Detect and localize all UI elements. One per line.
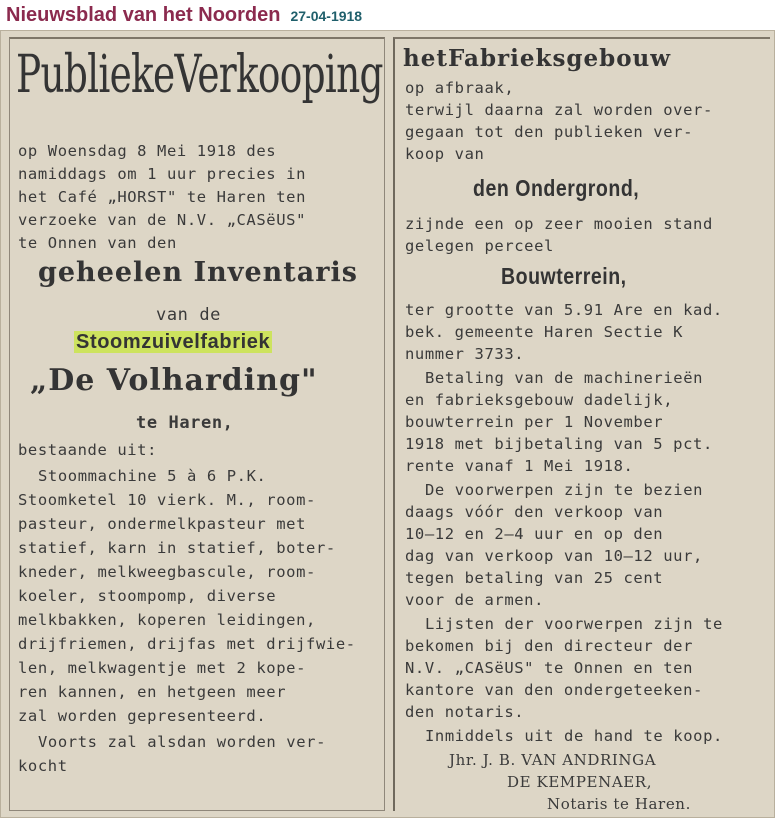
newspaper-clipping <box>0 30 775 818</box>
intro-line: verzoeke van de N.V. „CASëUS" <box>18 211 307 229</box>
signature-line: Notaris te Haren. <box>547 795 691 813</box>
body-line: gelegen perceel <box>405 237 554 255</box>
consisting-text: bestaande uit: <box>18 441 158 459</box>
ground-heading: den Ondergrond, <box>473 175 640 201</box>
inventory-heading: geheelen Inventaris <box>38 257 358 288</box>
inventory-line: drijfriemen, drijfas met drijfwie- <box>18 635 356 653</box>
viewing-line: voor de armen. <box>405 591 545 609</box>
payment-line: Betaling van de machinerieën <box>425 369 704 387</box>
building-land-heading: Bouwterrein, <box>501 263 627 289</box>
van-de-text: van de <box>156 305 222 325</box>
factory-highlight: Stoomzuivelfabriek <box>76 331 271 353</box>
closing-line: kocht <box>18 757 68 775</box>
newspaper-title: Nieuwsblad van het Noorden <box>6 4 281 26</box>
intro-line: te Onnen van den <box>18 234 177 252</box>
viewing-line: dag van verkoop van 10—12 uur, <box>405 547 703 565</box>
body-line: ter grootte van 5.91 Are en kad. <box>405 301 723 319</box>
intro-line: op Woensdag 8 Mei 1918 des <box>18 142 277 160</box>
inventory-line: Stoomketel 10 vierk. M., room- <box>18 491 316 509</box>
lists-line: Lijsten der voorwerpen zijn te <box>425 615 723 633</box>
body-line: op afbraak, <box>405 79 515 97</box>
viewing-line: daags vóór den verkoop van <box>405 503 664 521</box>
advert-title: PubliekeVerkooping <box>16 45 383 105</box>
viewing-line: tegen betaling van 25 cent <box>405 569 664 587</box>
payment-line: 1918 met bijbetaling van 5 pct. <box>405 435 713 453</box>
intro-line: het Café „HORST" te Haren ten <box>18 188 307 206</box>
body-line: zijnde een op zeer mooien stand <box>405 215 713 233</box>
lists-line: kantore van den ondergeteeken- <box>405 681 703 699</box>
building-heading: hetFabrieksgebouw <box>403 45 672 72</box>
body-line: bek. gemeente Haren Sectie K <box>405 323 684 341</box>
closing-line: Voorts zal alsdan worden ver- <box>38 733 327 751</box>
header-bar <box>0 0 775 30</box>
lists-line: den notaris. <box>405 703 525 721</box>
viewing-line: 10—12 en 2—4 uur en op den <box>405 525 664 543</box>
inventory-line: kneder, melkweegbascule, room- <box>18 563 316 581</box>
inventory-line: ren kannen, en hetgeen meer <box>18 683 287 701</box>
inventory-line: zal worden gepresenteerd. <box>18 707 267 725</box>
inventory-line: pasteur, ondermelkpasteur met <box>18 515 307 533</box>
body-line: gegaan tot den publieken ver- <box>405 123 694 141</box>
meanwhile-line: Inmiddels uit de hand te koop. <box>425 727 723 745</box>
intro-line: namiddags om 1 uur precies in <box>18 165 307 183</box>
right-column <box>393 37 770 811</box>
body-line: terwijl daarna zal worden over- <box>405 101 713 119</box>
viewing-line: De voorwerpen zijn te bezien <box>425 481 704 499</box>
payment-line: en fabrieksgebouw dadelijk, <box>405 391 674 409</box>
body-line: koop van <box>405 145 485 163</box>
location-text: te Haren, <box>136 413 234 433</box>
payment-line: rente vanaf 1 Mei 1918. <box>405 457 634 475</box>
factory-name: „De Volharding" <box>30 363 318 398</box>
lists-line: N.V. „CASëUS" te Onnen en ten <box>405 659 694 677</box>
inventory-line: melkbakken, koperen leidingen, <box>18 611 316 629</box>
factory-heading <box>74 331 272 354</box>
signature-line: Jhr. J. B. VAN ANDRINGA <box>449 751 657 769</box>
lists-line: bekomen bij den directeur der <box>405 637 694 655</box>
inventory-line: koeler, stoompomp, diverse <box>18 587 277 605</box>
publication-date: 27-04-1918 <box>290 8 363 24</box>
left-column <box>9 37 385 811</box>
signature-line: DE KEMPENAER, <box>507 773 653 791</box>
body-line: nummer 3733. <box>405 345 525 363</box>
inventory-line: len, melkwagentje met 2 kope- <box>18 659 307 677</box>
inventory-line: statief, karn in statief, boter- <box>18 539 336 557</box>
payment-line: bouwterrein per 1 November <box>405 413 664 431</box>
inventory-line: Stoommachine 5 à 6 P.K. <box>38 467 267 485</box>
